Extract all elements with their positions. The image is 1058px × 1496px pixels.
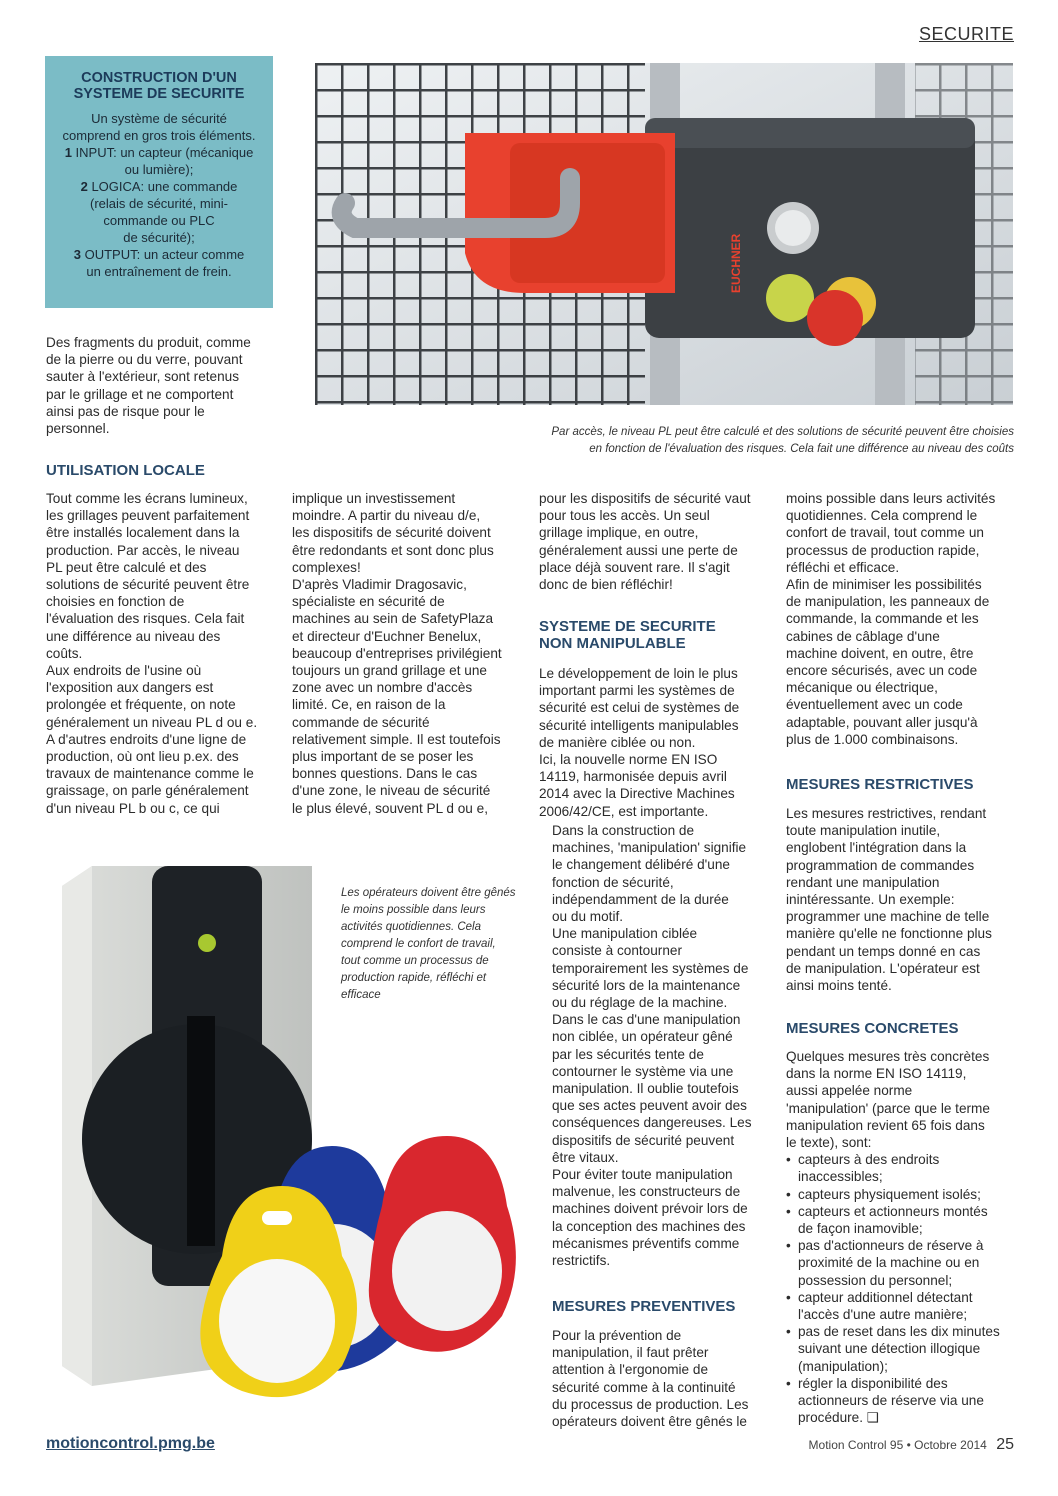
text-line: production rapide, réfléchi et <box>341 972 487 984</box>
text-line: commande, la commande et les <box>786 611 979 627</box>
sidebar-box <box>45 56 273 308</box>
text-line: processus de production rapide, <box>786 542 980 558</box>
text-line: éventuellement avec un code <box>786 697 963 713</box>
body-paragraph <box>46 490 276 817</box>
text-line: A d'autres endroits d'une ligne de <box>46 731 247 747</box>
text-line: (manipulation); <box>798 1358 888 1374</box>
text-line: machines doivent prévoir lors de <box>552 1201 748 1217</box>
text-line: ainsi pas de risque pour le <box>46 403 205 419</box>
text-line: dispositifs de sécurité peuvent <box>552 1132 735 1148</box>
text-line: inaccessibles; <box>798 1169 883 1185</box>
sidebar-line: Un système de sécurité <box>91 111 227 126</box>
text-line: PL peut être calculé et des <box>46 559 207 575</box>
page-number: 25 <box>996 1436 1014 1453</box>
body-paragraph <box>539 490 771 593</box>
list-item <box>786 1203 1018 1237</box>
text-line: tout comme un processus de <box>341 955 489 967</box>
text-line: important parmi les systèmes de <box>539 683 735 699</box>
column-4-top <box>786 490 1018 748</box>
column-1-body <box>46 490 276 817</box>
text-line: suivant une détection illogique <box>798 1341 981 1357</box>
text-line: Quelques mesures très concrètes <box>786 1049 990 1064</box>
text-line: graissage, on parle généralement <box>46 783 249 799</box>
text-line: limité. Ce, en raison de la <box>292 697 446 713</box>
heading-line: NON MANIPULABLE <box>539 635 686 652</box>
text-line: le changement délibéré d'une <box>552 857 730 873</box>
safety-door-handle-photo <box>315 63 1013 405</box>
body-paragraph <box>552 822 774 1269</box>
text-line: comprend le confort de travail, <box>341 938 496 950</box>
text-line: de façon inamovible; <box>798 1221 923 1237</box>
text-line: de manipulation. L'opérateur est <box>786 960 980 976</box>
column-2 <box>292 490 524 817</box>
text-line: par le grillage et ne comportent <box>46 386 234 402</box>
sidebar-line: INPUT: un capteur (mécanique <box>75 145 254 160</box>
text-line: commande de sécurité <box>292 714 430 730</box>
column-3-body1 <box>539 665 771 820</box>
text-line: spécialiste en sécurité de <box>292 594 445 610</box>
text-line: Afin de minimiser les possibilités <box>786 577 982 593</box>
text-line: efficace <box>341 989 381 1001</box>
list-item <box>786 1151 1018 1185</box>
text-line: pas de reset dans les dix minutes <box>798 1324 1000 1340</box>
text-line: pour tous les accès. Un seul <box>539 508 710 524</box>
text-line: restrictifs. <box>552 1253 611 1269</box>
text-line: être vitaux. <box>552 1149 619 1165</box>
sidebar-line: un entraînement de frein. <box>86 264 232 279</box>
caption-line: en fonction de l'évaluation des risques. Cela fait une différence au niveau des coûts <box>589 443 1014 455</box>
text-line: ou du motif. <box>552 909 624 925</box>
text-line: attention à l'ergonomie de <box>552 1362 709 1378</box>
text-line: Pour la prévention de <box>552 1328 682 1343</box>
issue-label: Motion Control 95 • Octobre 2014 <box>808 1438 987 1452</box>
text-line: le texte), sont: <box>786 1135 872 1151</box>
text-line: les dispositifs de sécurité doivent <box>292 525 491 541</box>
text-line: Aux endroits de l'usine où <box>46 663 202 679</box>
sidebar-body <box>55 110 263 280</box>
text-line: possession du personnel; <box>798 1272 953 1288</box>
text-line: plus de 1.000 combinaisons. <box>786 731 959 747</box>
text-line: manipulation revient 65 fois dans <box>786 1117 985 1133</box>
text-line: activités quotidiennes. Cela <box>341 921 481 933</box>
text-line: sauter à l'extérieur, sont retenus <box>46 369 240 385</box>
text-line: moins possible dans leurs activités <box>786 491 996 506</box>
sidebar-title-line: CONSTRUCTION D'UN <box>81 70 237 86</box>
text-line: indépendamment de la durée <box>552 891 729 907</box>
text-line: manière qu'elle ne fonctionne plus <box>786 926 992 942</box>
text-line: place déjà souvent rare. Il s'agit <box>539 559 730 575</box>
text-line: capteur additionnel détectant <box>798 1289 973 1305</box>
item-number: 2 <box>80 179 88 194</box>
text-line: l'accès d'une autre manière; <box>798 1307 968 1323</box>
text-line: programmer une machine de telle <box>786 909 990 925</box>
text-line: Les opérateurs doivent être gênés <box>341 887 516 899</box>
text-line: toujours un grand grillage et une <box>292 663 487 679</box>
text-line: Tout comme les écrans lumineux, <box>46 491 248 506</box>
text-line: Une manipulation ciblée <box>552 926 698 942</box>
column-3-top <box>539 490 771 593</box>
text-line: malvenue, les constructeurs de <box>552 1184 741 1200</box>
text-line: production, où ont lieu p.ex. des <box>46 749 239 765</box>
text-line: temporairement les systèmes de <box>552 960 749 976</box>
text-line: Ici, la nouvelle norme EN ISO <box>539 752 718 768</box>
text-line: procédure. ❑ <box>798 1410 879 1426</box>
text-line: généralement un niveau PL d ou e. <box>46 714 258 730</box>
text-line: pour les dispositifs de sécurité vaut <box>539 491 751 506</box>
item-number: 1 <box>64 145 72 160</box>
text-line: confort de travail, tout comme un <box>786 525 984 541</box>
text-line: le plus élevé, souvent PL d ou e, <box>292 800 488 816</box>
text-line: d'un niveau PL b ou c, ce qui <box>46 800 220 816</box>
text-line: grillage implique, en outre, <box>539 525 699 541</box>
sidebar-title-line: SYSTEME DE SECURITE <box>73 86 245 102</box>
text-line: consiste à contourner <box>552 943 682 959</box>
bullet-list <box>786 1151 1018 1426</box>
text-line: solutions de sécurité peuvent être <box>46 577 250 593</box>
photo-caption <box>551 424 1014 458</box>
text-line: du processus de production. Les <box>552 1396 749 1412</box>
text-line: 2006/42/CE, est importante. <box>539 803 709 819</box>
column-4-body1 <box>786 805 1018 994</box>
body-paragraph <box>292 490 524 817</box>
text-line: machines, 'manipulation' signifie <box>552 840 747 856</box>
text-line: régler la disponibilité des <box>798 1375 948 1391</box>
text-line: une différence au niveau des <box>46 628 221 644</box>
text-line: manipulation, il faut prêter <box>552 1345 709 1361</box>
text-line: ainsi moins tenté. <box>786 978 892 994</box>
text-line: aussi appelée norme <box>786 1083 913 1099</box>
text-line: production. Par accès, le niveau <box>46 542 240 558</box>
text-line: Dans la construction de <box>552 823 695 838</box>
text-line: moindre. A partir du niveau d/e, <box>292 508 481 524</box>
column-3-body3 <box>552 1327 774 1430</box>
text-line: plus important de se poser les <box>292 749 474 765</box>
body-paragraph <box>786 805 1018 994</box>
text-line: cabines de câblage d'une <box>786 628 940 644</box>
body-paragraph <box>786 490 1018 748</box>
text-line: le moins possible dans leurs <box>341 904 486 916</box>
text-line: opérateurs doivent être gênés le <box>552 1414 747 1430</box>
text-line: programmation de commandes <box>786 857 975 873</box>
text-line: choisies en fonction de <box>46 594 185 610</box>
column-1 <box>46 334 276 437</box>
sidebar-title <box>55 70 263 102</box>
text-line: l'exposition aux dangers est <box>46 680 214 696</box>
text-line: coûts. <box>46 645 83 661</box>
text-line: réfléchi et efficace. <box>786 559 900 575</box>
caption-line: Par accès, le niveau PL peut être calculé et des solutions de sécurité peuvent être choisies <box>551 426 1014 438</box>
heading-line: SYSTEME DE SECURITE <box>539 618 716 635</box>
section-tag: SECURITE <box>918 24 1014 44</box>
sidebar-line: ou lumière); <box>124 162 194 177</box>
text-line: manipulation. Il oublie toutefois <box>552 1081 739 1097</box>
text-line: actionneurs de réserve via une <box>798 1393 984 1409</box>
text-line: quotidiennes. Cela comprend le <box>786 508 978 524</box>
sidebar-line: commande ou PLC <box>103 213 215 228</box>
text-line: implique un investissement <box>292 491 456 506</box>
text-line: dans la norme EN ISO 14119, <box>786 1066 967 1082</box>
text-line: rendant une manipulation <box>786 874 940 890</box>
text-line: sécurité est celui de systèmes de <box>539 700 740 716</box>
text-line: complexes! <box>292 559 361 575</box>
text-line: zone avec un nombre d'accès <box>292 680 473 696</box>
text-line: non ciblée, un opérateur gêné <box>552 1029 733 1045</box>
section-heading <box>539 618 716 652</box>
sidebar-line: de sécurité); <box>123 230 195 245</box>
safety-lock-illustration <box>315 63 1013 405</box>
text-line: de manipulation, les panneaux de <box>786 594 990 610</box>
text-line: Pour éviter toute manipulation <box>552 1167 733 1183</box>
list-item <box>786 1186 1018 1203</box>
body-paragraph <box>786 1048 1018 1151</box>
text-line: beaucoup d'entreprises privilégient <box>292 645 502 661</box>
text-line: les grillages peuvent parfaitement <box>46 508 250 524</box>
text-line: l'évaluation des risques. Cela fait <box>46 611 245 627</box>
intro-paragraph <box>46 334 276 437</box>
list-item <box>786 1237 1018 1289</box>
column-4-body2 <box>786 1048 1018 1426</box>
text-line: 2014 avec la Directive Machines <box>539 786 735 802</box>
text-line: d'une zone, le niveau de sécurité <box>292 783 491 799</box>
text-line: contourner le système via une <box>552 1063 734 1079</box>
list-item <box>786 1323 1018 1375</box>
text-line: proximité de la machine ou en <box>798 1255 980 1271</box>
text-line: être redondants et sont donc plus <box>292 542 494 558</box>
item-number: 3 <box>73 247 81 262</box>
text-line: pas d'actionneurs de réserve à <box>798 1238 984 1254</box>
text-line: Des fragments du produit, comme <box>46 335 251 350</box>
list-item <box>786 1375 1018 1427</box>
text-line: Dans le cas d'une manipulation <box>552 1012 741 1028</box>
text-line: inintéressante. Un exemple: <box>786 892 955 908</box>
text-line: conséquences dangereuses. Les <box>552 1115 752 1131</box>
sidebar-line: (relais de sécurité, mini- <box>90 196 228 211</box>
text-line: généralement aussi une perte de <box>539 542 738 558</box>
text-line: donc de bien réfléchir! <box>539 577 673 593</box>
text-line: machines au sein de SafetyPlaza <box>292 611 494 627</box>
text-line: la conception des machines des <box>552 1218 746 1234</box>
text-line: prolongée et fréquente, on note <box>46 697 236 713</box>
text-line: par les sécurités tente de <box>552 1046 704 1062</box>
text-line: sécurité intelligents manipulables <box>539 717 739 733</box>
text-line: de la pierre ou du verre, pouvant <box>46 352 243 368</box>
text-line: pendant un temps donné en cas <box>786 943 981 959</box>
website-link[interactable]: motioncontrol.pmg.be <box>46 1435 215 1452</box>
section-heading: MESURES PREVENTIVES <box>552 1298 736 1315</box>
photo-caption-2 <box>341 885 521 1004</box>
text-line: mécanique ou électrique, <box>786 680 938 696</box>
sidebar-line: OUTPUT: un acteur comme <box>84 247 245 262</box>
text-line: capteurs à des endroits <box>798 1152 940 1168</box>
text-line: machine doivent, en outre, être <box>786 645 974 661</box>
text-line: personnel. <box>46 421 110 437</box>
text-line: D'après Vladimir Dragosavic, <box>292 577 467 593</box>
section-heading: MESURES CONCRETES <box>786 1020 959 1037</box>
text-line: Le développement de loin le plus <box>539 666 738 681</box>
text-line: toute manipulation inutile, <box>786 823 941 839</box>
text-line: être installés localement dans la <box>46 525 240 541</box>
text-line: capteurs physiquement isolés; <box>798 1186 981 1202</box>
text-line: Les mesures restrictives, rendant <box>786 806 987 821</box>
section-heading: MESURES RESTRICTIVES <box>786 776 974 793</box>
sidebar-line: LOGICA: une commande <box>91 179 238 194</box>
text-line: 'manipulation' (parce que le terme <box>786 1100 990 1116</box>
text-line: que ses actes peuvent avoir des <box>552 1098 747 1114</box>
body-paragraph <box>539 665 771 820</box>
text-line: fonction de sécurité, <box>552 874 674 890</box>
section-heading: UTILISATION LOCALE <box>46 462 205 479</box>
text-line: 14119, harmonisée depuis avril <box>539 769 727 785</box>
text-line: sécurité comme à la continuité <box>552 1379 736 1395</box>
text-line: relativement simple. Il est toutefois <box>292 731 501 747</box>
text-line: bonnes questions. Dans le cas <box>292 766 478 782</box>
text-line: encore sécurisés, avec un code <box>786 663 978 679</box>
list-item <box>786 1289 1018 1323</box>
sidebar-line: comprend en gros trois éléments. <box>62 128 256 143</box>
page-footer <box>809 1436 1014 1454</box>
brand-label: EUCHNER <box>729 233 743 293</box>
column-3-body2 <box>552 822 774 1269</box>
text-line: et directeur d'Euchner Benelux, <box>292 628 482 644</box>
text-line: englobent l'intégration dans la <box>786 840 967 856</box>
text-line: mécanismes préventifs comme <box>552 1235 740 1251</box>
text-line: travaux de maintenance comme le <box>46 766 254 782</box>
text-line: sécurité lors de la maintenance <box>552 977 741 993</box>
text-line: adaptable, pouvant aller jusqu'à <box>786 714 978 730</box>
text-line: capteurs et actionneurs montés <box>798 1203 988 1219</box>
body-paragraph <box>552 1327 774 1430</box>
text-line: de manière ciblée ou non. <box>539 734 696 750</box>
text-line: ou du réglage de la machine. <box>552 995 728 1011</box>
